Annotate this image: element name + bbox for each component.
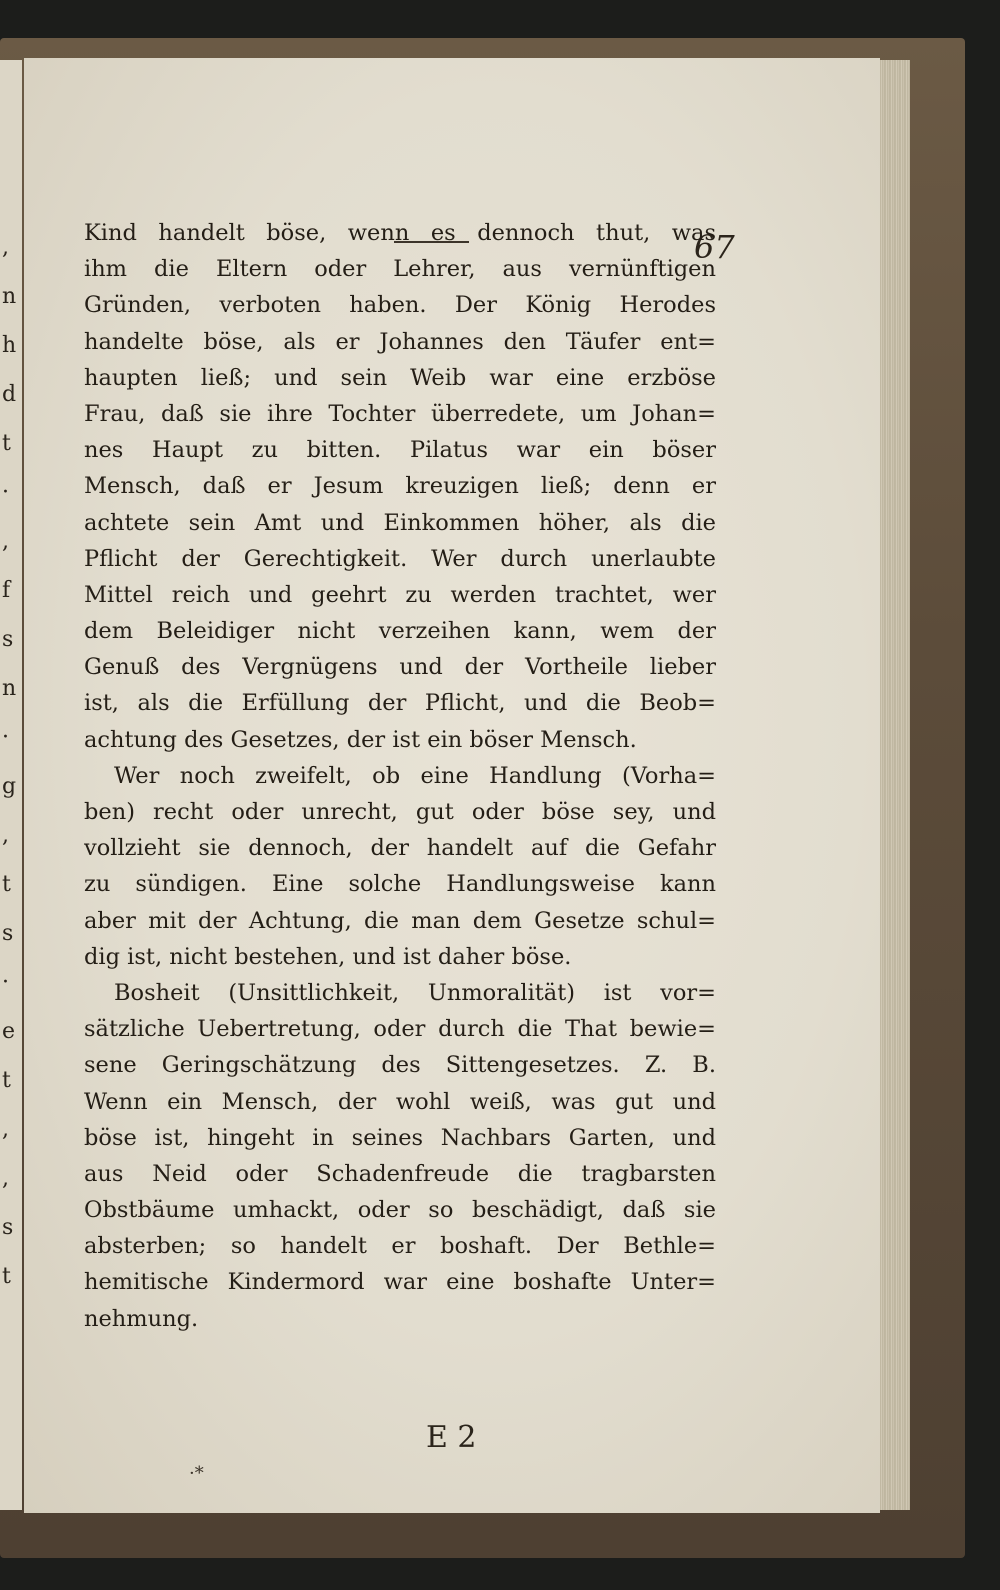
page-edge: [878, 60, 910, 1510]
margin-glyph: ,: [2, 1117, 9, 1142]
margin-glyph: ·: [2, 725, 9, 750]
margin-glyph: h: [2, 333, 17, 358]
margin-glyph: n: [2, 676, 17, 701]
text-line: handelte böse, als er Johannes den Täufer ent=: [84, 328, 716, 355]
text-line: absterben; so handelt er boshaft. Der Bethle=: [84, 1233, 716, 1260]
margin-glyph: g: [2, 774, 17, 799]
margin-glyph: f: [2, 578, 11, 603]
body-text: [84, 215, 716, 1337]
margin-glyph: ·: [2, 480, 9, 505]
text-line: Mittel reich und geehrt zu werden trachtet, wer: [84, 581, 716, 608]
margin-glyph: s: [2, 1215, 14, 1240]
text-line: aber mit der Achtung, die man dem Gesetze schul=: [84, 907, 716, 934]
margin-glyph: n: [2, 284, 17, 309]
ink-speck: ·*: [189, 1463, 204, 1484]
text-line: Genuß des Vergnügens und der Vortheile lieber: [84, 654, 716, 681]
text-line: Gründen, verboten haben. Der König Herodes: [84, 292, 716, 319]
text-line: ihm die Eltern oder Lehrer, aus vernünftigen: [84, 256, 716, 283]
text-line: Frau, daß sie ihre Tochter überredete, um Johan=: [84, 400, 716, 427]
text-line: sene Geringschätzung des Sittengesetzes. Z. B.: [84, 1052, 716, 1079]
text-line: dem Beleidiger nicht verzeihen kann, wem der: [84, 618, 716, 645]
margin-glyph: d: [2, 382, 17, 407]
text-line: ist, als die Erfüllung der Pflicht, und die Beob=: [84, 690, 716, 717]
text-line: zu sündigen. Eine solche Handlungsweise kann: [84, 871, 716, 898]
margin-glyph: ·: [2, 970, 9, 995]
signature-mark: E 2: [426, 1420, 477, 1455]
margin-glyph: ,: [2, 823, 9, 848]
margin-glyph: ,: [2, 235, 9, 260]
text-line: Mensch, daß er Jesum kreuzigen ließ; denn er: [84, 473, 716, 500]
text-line: Wer noch zweifelt, ob eine Handlung (Vorha=: [114, 762, 716, 789]
margin-glyph: ,: [2, 1166, 9, 1191]
text-line: Pflicht der Gerechtigkeit. Wer durch unerlaubte: [84, 545, 716, 572]
text-line: aus Neid oder Schadenfreude die tragbarsten: [84, 1160, 716, 1187]
margin-glyph: s: [2, 921, 14, 946]
text-line: achtete sein Amt und Einkommen höher, als die: [84, 509, 716, 536]
text-line: nes Haupt zu bitten. Pilatus war ein böser: [84, 437, 716, 464]
text-line: Wenn ein Mensch, der wohl weiß, was gut und: [84, 1088, 716, 1115]
margin-glyph: t: [2, 872, 11, 897]
margin-glyph: s: [2, 627, 14, 652]
margin-glyph: e: [2, 1019, 16, 1044]
page-number: 67: [694, 228, 735, 266]
margin-glyph: t: [2, 431, 11, 456]
text-line: nehmung.: [84, 1305, 199, 1332]
margin-glyph: t: [2, 1264, 11, 1289]
margin-glyph: ,: [2, 529, 9, 554]
text-line: sätzliche Uebertretung, oder durch die That bewie=: [84, 1016, 716, 1043]
text-line: dig ist, nicht bestehen, und ist daher böse.: [84, 943, 572, 970]
text-line: Obstbäume umhackt, oder so beschädigt, daß sie: [84, 1197, 716, 1224]
margin-glyph: t: [2, 1068, 11, 1093]
text-line: ben) recht oder unrecht, gut oder böse sey, und: [84, 799, 716, 825]
text-line: Bosheit (Unsittlichkeit, Unmoralität) ist vor=: [114, 979, 716, 1006]
previous-page-strip: [0, 60, 22, 1510]
text-line: achtung des Gesetzes, der ist ein böser Mensch.: [84, 726, 637, 753]
text-line: vollzieht sie dennoch, der handelt auf die Gefahr: [84, 835, 716, 862]
text-line: hemitische Kindermord war eine boshafte Unter=: [84, 1269, 716, 1296]
text-line: haupten ließ; und sein Weib war eine erzböse: [84, 364, 716, 391]
text-line: böse ist, hingeht in seines Nachbars Garten, und: [84, 1124, 716, 1151]
text-line: Kind handelt böse, wenn es dennoch thut, was: [84, 220, 716, 246]
